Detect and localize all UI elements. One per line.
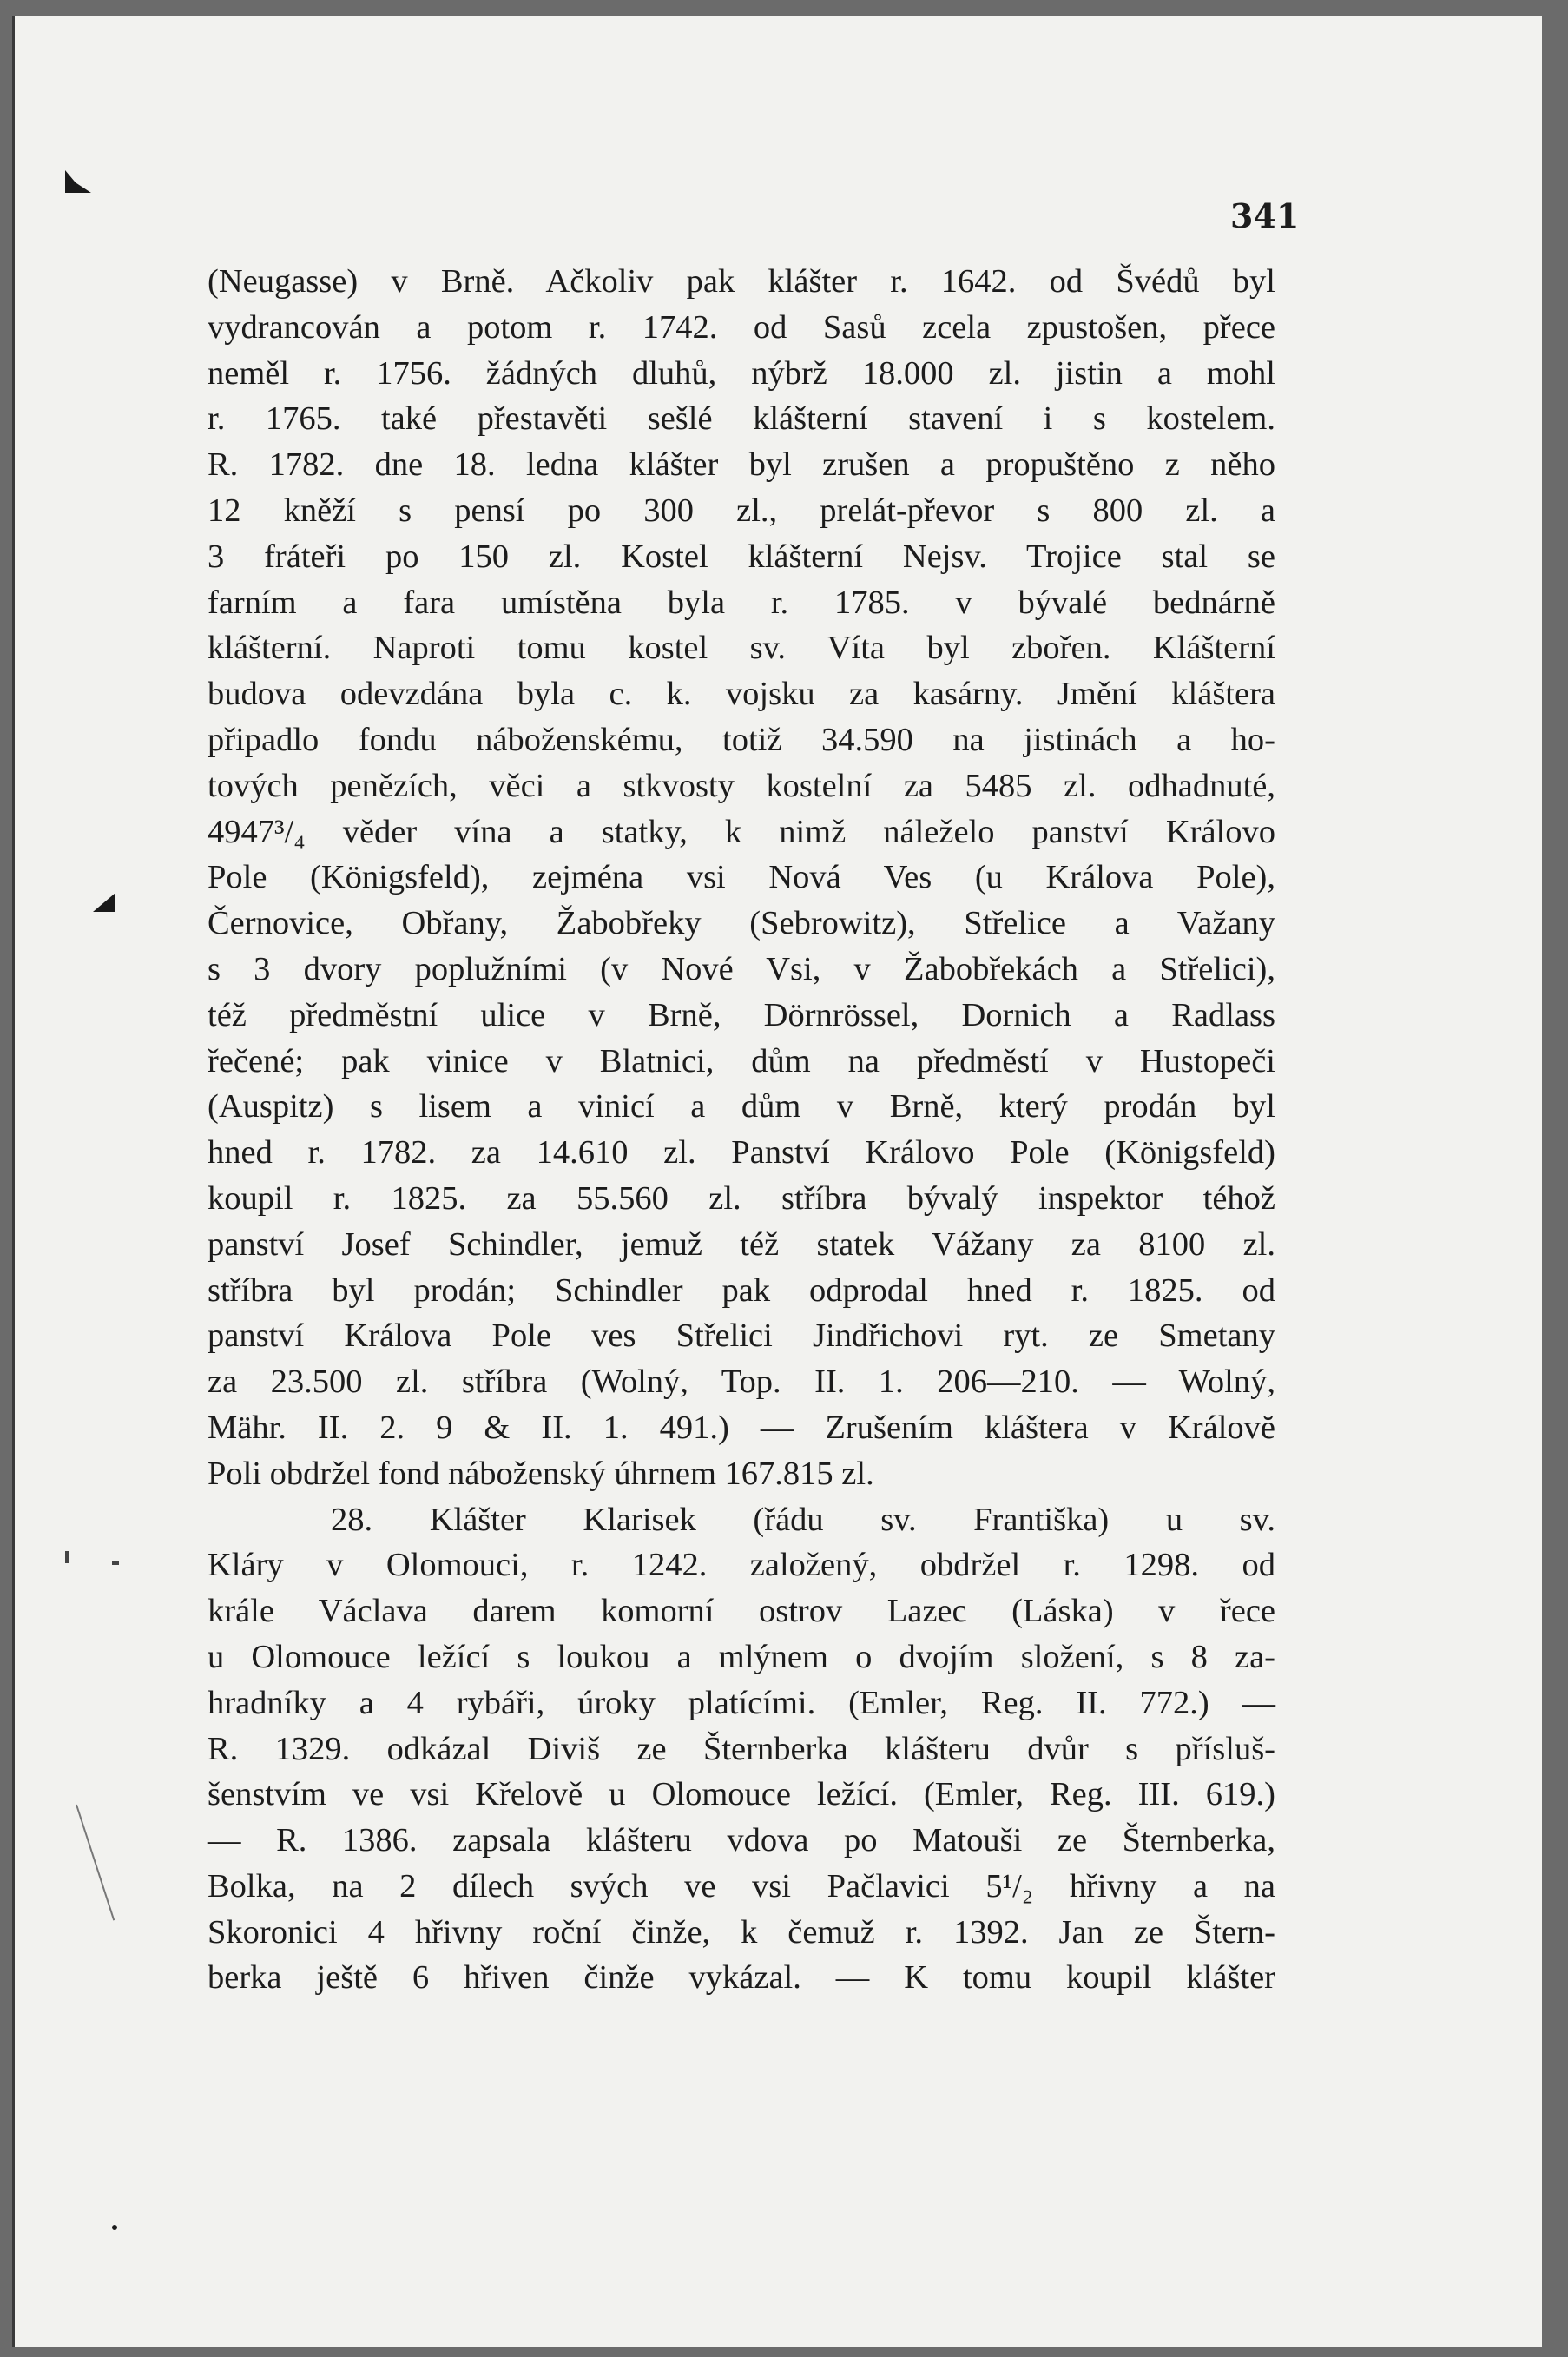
- scan-mark: [76, 1805, 115, 1921]
- text-line: (Auspitz) s lisem a vinicí a dům v Brně, který prodán byl: [208, 1088, 1275, 1126]
- text-line: R. 1782. dne 18. ledna klášter byl zrušen a propuštěno z něho: [208, 446, 1275, 484]
- text-line: (Neugasse) v Brně. Ačkoliv pak klášter r. 1642. od Švédů byl: [208, 263, 1275, 300]
- scan-mark: [65, 170, 91, 193]
- scan-mark: [112, 1561, 119, 1565]
- text-line: klášterní. Naproti tomu kostel sv. Víta byl zbořen. Klášterní: [208, 630, 1275, 667]
- text-line: farním a fara umístěna byla r. 1785. v bývalé bednárně: [208, 584, 1275, 621]
- text-line: šenstvím ve vsi Křelově u Olomouce ležící. (Emler, Reg. III. 619.): [208, 1776, 1275, 1813]
- text-line: Bolka, na 2 dílech svých ve vsi Pačlavici 5¹/₂ hřivny a na: [208, 1867, 1275, 1905]
- section-heading-line: 28. Klášter Klarisek (řádu sv. Františka) u sv.: [331, 1501, 1275, 1538]
- text-line: tových penězích, věci a stkvosty kostelní za 5485 zl. odhadnuté,: [208, 767, 1275, 804]
- text-line: též předměstní ulice v Brně, Dörnrössel, Dornich a Radlass: [208, 996, 1275, 1033]
- scan-mark: [112, 2225, 117, 2230]
- text-line: Černovice, Obřany, Žabobřeky (Sebrowitz), Střelice a Važany: [208, 905, 1275, 942]
- text-line: vydrancován a potom r. 1742. od Sasů zcela zpustošen, přece: [208, 308, 1275, 346]
- text-line: panství Josef Schindler, jemuž též statek Vážany za 8100 zl.: [208, 1225, 1275, 1263]
- text-line: — R. 1386. zapsala klášteru vdova po Matouši ze Šternberka,: [208, 1822, 1275, 1859]
- text-line: krále Václava darem komorní ostrov Lazec (Láska) v řece: [208, 1593, 1275, 1630]
- text-line: panství Králova Pole ves Střelici Jindřichovi ryt. ze Smetany: [208, 1317, 1275, 1355]
- text-line: 3 fráteři po 150 zl. Kostel klášterní Nejsv. Trojice stal se: [208, 538, 1275, 575]
- text-line: s 3 dvory poplužními (v Nové Vsi, v Žabobřekách a Střelici),: [208, 950, 1275, 987]
- page-number: 341: [1230, 196, 1300, 235]
- text-line: stříbra byl prodán; Schindler pak odprodal hned r. 1825. od: [208, 1271, 1275, 1309]
- text-line: Poli obdržel fond náboženský úhrnem 167.815 zl.: [208, 1455, 874, 1492]
- text-line: berka ještě 6 hřiven činže vykázal. — K tomu koupil klášter: [208, 1959, 1275, 1997]
- text-line: připadlo fondu náboženskému, totiž 34.590 na jistinách a ho-: [208, 721, 1275, 758]
- book-page: [12, 16, 1542, 2347]
- text-line: řečené; pak vinice v Blatnici, dům na předměstí v Hustopeči: [208, 1042, 1275, 1079]
- text-line: neměl r. 1756. žádných dluhů, nýbrž 18.000 zl. jistin a mohl: [208, 354, 1275, 392]
- body-text: [208, 259, 1275, 2001]
- text-line: r. 1765. také přestavěti sešlé klášterní stavení i s kostelem.: [208, 400, 1275, 438]
- text-line: za 23.500 zl. stříbra (Wolný, Top. II. 1. 206—210. — Wolný,: [208, 1363, 1275, 1401]
- text-line: Pole (Königsfeld), zejména vsi Nová Ves (u Králova Pole),: [208, 859, 1275, 896]
- text-line: R. 1329. odkázal Diviš ze Šternberka klášteru dvůr s přísluš-: [208, 1730, 1275, 1767]
- text-line: hradníky a 4 rybáři, úroky platícími. (Emler, Reg. II. 772.) —: [208, 1684, 1275, 1721]
- text-line: budova odevzdána byla c. k. vojsku za kasárny. Jmění kláštera: [208, 676, 1275, 713]
- text-line: Mähr. II. 2. 9 & II. 1. 491.) — Zrušením kláštera v Královĕ: [208, 1409, 1275, 1446]
- scan-mark: [65, 1551, 69, 1563]
- text-line: 12 kněží s pensí po 300 zl., prelát-převor s 800 zl. a: [208, 492, 1275, 529]
- text-line: Kláry v Olomouci, r. 1242. založený, obdržel r. 1298. od: [208, 1547, 1275, 1584]
- text-line: Skoronici 4 hřivny roční činže, k čemuž r. 1392. Jan ze Štern-: [208, 1913, 1275, 1951]
- text-line: hned r. 1782. za 14.610 zl. Panství Královo Pole (Königsfeld): [208, 1134, 1275, 1172]
- text-line: koupil r. 1825. za 55.560 zl. stříbra bývalý inspektor téhož: [208, 1179, 1275, 1217]
- text-line: u Olomouce ležící s loukou a mlýnem o dvojím složení, s 8 za-: [208, 1638, 1275, 1675]
- scan-mark: [93, 893, 115, 912]
- text-line: 4947³/₄ věder vína a statky, k nimž náleželo panství Královo: [208, 813, 1275, 850]
